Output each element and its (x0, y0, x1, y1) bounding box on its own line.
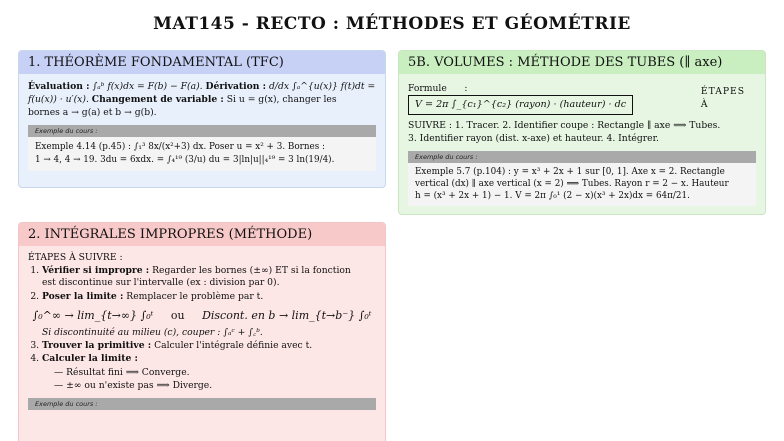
change-var-text: Si u = g(x), changer les (226, 94, 337, 106)
formula-box: V = 2π ∫_{c₁}^{c₂} (rayon) · (hauteur) · dc (408, 95, 633, 115)
limit-formula-right: Discont. en b → lim_{t→b⁻} ∫₀ᵗ (202, 308, 372, 322)
evaluation-formula: ∫ₐᵇ f(x)dx = F(b) − F(a). (92, 81, 203, 92)
example-bar: Exemple du cours : (28, 125, 376, 137)
example-line: h = (x³ + 2x + 1) − 1. V = 2π ∫₀¹ (2 − x)(x³ + 2x)dx = 64π/21. (415, 190, 690, 201)
limit-formula (28, 308, 376, 323)
card-tfc-heading: 1. THÉORÈME FONDAMENTAL (TFC) (19, 51, 385, 74)
page-title: MAT145 - RECTO : MÉTHODES ET GÉOMÉTRIE (153, 14, 631, 34)
step-1-text-cont: est discontinue sur l'intervalle (ex : division par 0). (42, 277, 280, 289)
change-var-text-cont: bornes a → g(a) et b → g(b). (28, 107, 157, 119)
card-volumes-heading: 5B. VOLUMES : MÉTHODE DES TUBES (∥ axe) (399, 51, 765, 74)
formula-colon: : (464, 83, 468, 94)
steps-list-cont (42, 340, 376, 366)
steps-label: ÉTAPES À (700, 86, 746, 111)
step-1-text: Regarder les bornes (±∞) ET si la fonction (152, 264, 351, 276)
example-line: vertical (dx) ∥ axe vertical (x = 2) ⟹ Tubes. Rayon r = 2 − x. Hauteur (415, 178, 729, 189)
card-volumes-tubes (398, 50, 766, 215)
example-bar: Exemple du cours : (408, 151, 756, 163)
steps-title: ÉTAPES À SUIVRE : (28, 252, 123, 263)
card-volumes-body (399, 74, 765, 151)
example-body (408, 163, 756, 207)
example-line: Exemple 4.14 (p.45) : ∫₁³ 8x/(x²+3) dx. Poser u = x² + 3. Bornes : (35, 142, 326, 153)
step-3-text: Calculer l'intégrale définie avec t. (154, 339, 313, 351)
limit-formula-or: ou (170, 308, 185, 322)
step-2-text: Remplacer le problème par t. (126, 291, 264, 303)
step-1-label: Vérifier si impropre : (42, 264, 150, 276)
step-3 (42, 340, 376, 353)
derivation-formula-cont: f(u(x)) · u′(x). (28, 94, 89, 106)
step-4-label: Calculer la limite : (42, 353, 138, 365)
example-line: Exemple 5.7 (p.104) : y = x³ + 2x + 1 sur [0, 1]. Axe x = 2. Rectangle (415, 166, 725, 177)
step-2 (42, 291, 376, 304)
steps-line: 3. Identifier rayon (dist. x-axe) et hauteur. 4. Intégrer. (408, 132, 659, 144)
step-2-label: Poser la limite : (42, 291, 124, 303)
steps-line: SUIVRE : 1. Tracer. 2. Identifier coupe : Rectangle ∥ axe ⟹ Tubes. (408, 119, 721, 131)
card-improper-body (19, 246, 385, 398)
change-var-label: Changement de variable : (91, 94, 224, 106)
card-tfc (18, 50, 386, 188)
formula-label: Formule (408, 83, 447, 94)
step-3-label: Trouver la primitive : (42, 339, 152, 351)
derivation-label: Dérivation : (205, 81, 267, 92)
step-1 (42, 265, 376, 290)
card-tfc-body (19, 74, 385, 125)
step-4 (42, 353, 376, 366)
card-improper-heading: 2. INTÉGRALES IMPROPRES (MÉTHODE) (19, 223, 385, 246)
converge-item: — Résultat fini ⟹ Converge. (54, 366, 190, 378)
evaluation-label: Évaluation : (28, 81, 90, 92)
example-bar: Exemple du cours : (28, 398, 376, 410)
split-note: Si discontinuité au milieu (c), couper : ∫ₐᶜ + ∫꜀ᵇ. (42, 326, 263, 338)
diverge-item: — ±∞ ou n'existe pas ⟹ Diverge. (54, 379, 213, 391)
example-line: 1 → 4, 4 → 19. 3du = 6xdx. = ∫₄¹⁹ (3/u) du = 3|ln|u||₄¹⁹ = 3 ln(19/4). (35, 154, 335, 165)
limit-formula-left: ∫₀^∞ → lim_{t→∞} ∫₀ᵗ (32, 308, 154, 322)
steps-list (42, 265, 376, 304)
card-improper-integrals (18, 222, 386, 441)
derivation-formula: d/dx ∫ₐ^{u(x)} f(t)dt = (269, 81, 376, 92)
example-body (28, 137, 376, 171)
